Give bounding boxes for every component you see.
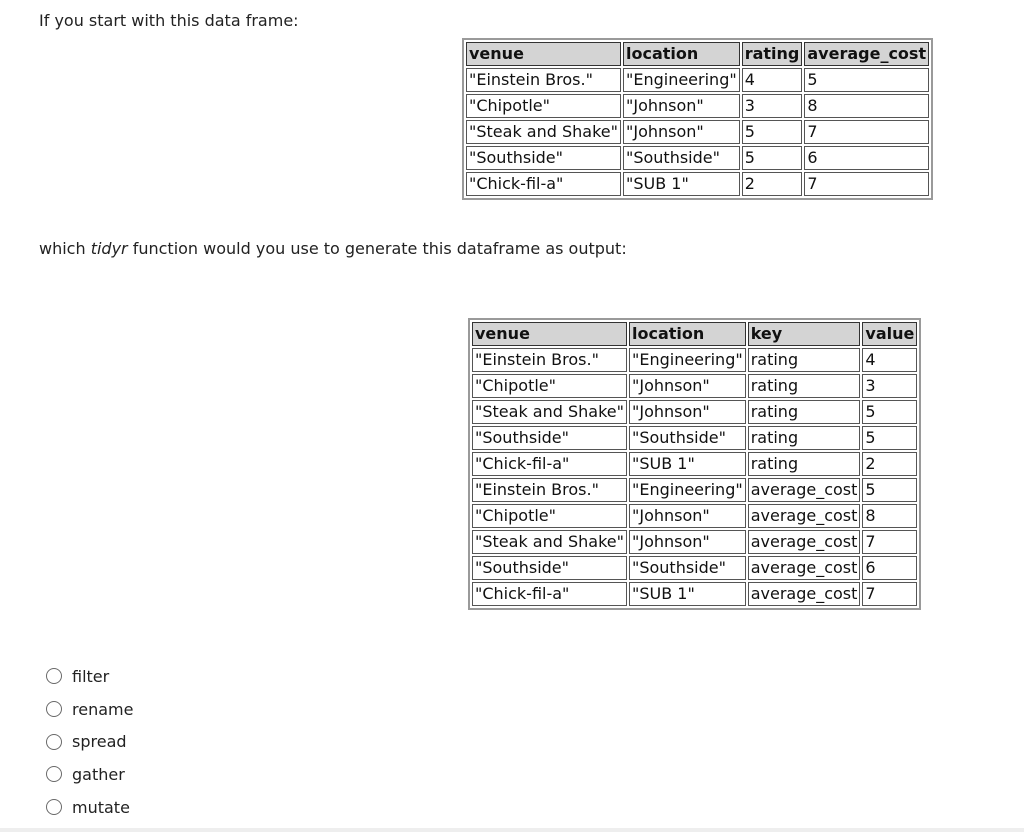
table-cell: "Engineering" [629, 348, 746, 372]
table-cell: 8 [804, 94, 929, 118]
table-cell: 6 [862, 556, 917, 580]
table-cell: "Chipotle" [466, 94, 621, 118]
table-cell: 5 [862, 478, 917, 502]
table-cell: "Einstein Bros." [472, 348, 627, 372]
table-row [472, 400, 917, 424]
table-cell: "Chick-fil-a" [466, 172, 621, 196]
table-cell: rating [748, 348, 861, 372]
table-row [466, 68, 929, 92]
option-label: mutate [72, 797, 130, 817]
table-row [466, 172, 929, 196]
table-cell: "Chick-fil-a" [472, 582, 627, 606]
prompt-text: which [39, 239, 91, 258]
question-prompt-main [39, 239, 627, 259]
table-cell: 7 [862, 530, 917, 554]
column-header: location [623, 42, 740, 66]
table-cell: "Southside" [629, 556, 746, 580]
table-cell: "Chipotle" [472, 374, 627, 398]
question-prompt-intro: If you start with this data frame: [39, 11, 299, 30]
column-header: key [748, 322, 861, 346]
table-cell: "SUB 1" [623, 172, 740, 196]
table-cell: "Johnson" [629, 400, 746, 424]
column-header: venue [472, 322, 627, 346]
table-row [472, 452, 917, 476]
table-cell: 5 [862, 400, 917, 424]
column-header: average_cost [804, 42, 929, 66]
answer-option-rename[interactable] [46, 693, 133, 726]
table-cell: "Southside" [629, 426, 746, 450]
radio-button[interactable] [46, 799, 62, 815]
table-cell: "Chipotle" [472, 504, 627, 528]
table-row [472, 530, 917, 554]
table-cell: rating [748, 374, 861, 398]
column-header: rating [742, 42, 803, 66]
table-row [466, 94, 929, 118]
option-label: gather [72, 764, 125, 784]
table-cell: "Southside" [472, 426, 627, 450]
table-cell: average_cost [748, 530, 861, 554]
table-cell: "Johnson" [623, 94, 740, 118]
table-cell: average_cost [748, 556, 861, 580]
table-row [466, 146, 929, 170]
table-row [472, 348, 917, 372]
answer-option-gather[interactable] [46, 758, 133, 791]
table-cell: "Southside" [466, 146, 621, 170]
table-cell: 7 [804, 120, 929, 144]
table-row [472, 582, 917, 606]
table-cell: average_cost [748, 582, 861, 606]
table-row [472, 504, 917, 528]
table-row [472, 478, 917, 502]
radio-button[interactable] [46, 701, 62, 717]
table-cell: "Chick-fil-a" [472, 452, 627, 476]
answer-option-mutate[interactable] [46, 791, 133, 824]
table-cell: "Steak and Shake" [472, 400, 627, 424]
table-cell: "Johnson" [629, 374, 746, 398]
table-cell: 8 [862, 504, 917, 528]
table-row [472, 374, 917, 398]
table-cell: 7 [862, 582, 917, 606]
table-cell: "Steak and Shake" [472, 530, 627, 554]
page-bottom-divider [0, 828, 1024, 832]
table-cell: "SUB 1" [629, 452, 746, 476]
answer-option-filter[interactable] [46, 660, 133, 693]
table-cell: rating [748, 400, 861, 424]
table-cell: 5 [804, 68, 929, 92]
table-cell: 7 [804, 172, 929, 196]
radio-button[interactable] [46, 766, 62, 782]
table-cell: 2 [862, 452, 917, 476]
table-cell: 4 [862, 348, 917, 372]
table-cell: "Steak and Shake" [466, 120, 621, 144]
table-cell: "Johnson" [629, 504, 746, 528]
table-cell: 3 [862, 374, 917, 398]
table-cell: 2 [742, 172, 803, 196]
input-data-frame-table [462, 38, 933, 200]
table-row [472, 556, 917, 580]
table-cell: 5 [862, 426, 917, 450]
table-cell: "Southside" [623, 146, 740, 170]
radio-button[interactable] [46, 668, 62, 684]
table-cell: "SUB 1" [629, 582, 746, 606]
table-cell: "Johnson" [623, 120, 740, 144]
table-cell: rating [748, 426, 861, 450]
radio-button[interactable] [46, 734, 62, 750]
table-cell: average_cost [748, 478, 861, 502]
answer-options-group [46, 660, 133, 823]
table-cell: 4 [742, 68, 803, 92]
answer-option-spread[interactable] [46, 725, 133, 758]
table-cell: rating [748, 452, 861, 476]
prompt-emphasis: tidyr [90, 239, 128, 258]
table-cell: "Einstein Bros." [472, 478, 627, 502]
prompt-text: function would you use to generate this dataframe as output: [127, 239, 627, 258]
table-cell: 5 [742, 120, 803, 144]
table-cell: average_cost [748, 504, 861, 528]
table-cell: 5 [742, 146, 803, 170]
option-label: filter [72, 666, 110, 686]
table-cell: "Einstein Bros." [466, 68, 621, 92]
table-header-row [466, 42, 929, 66]
option-label: spread [72, 732, 127, 752]
option-label: rename [72, 699, 134, 719]
table-cell: 6 [804, 146, 929, 170]
column-header: value [862, 322, 917, 346]
table-cell: "Johnson" [629, 530, 746, 554]
table-cell: 3 [742, 94, 803, 118]
table-cell: "Engineering" [629, 478, 746, 502]
column-header: venue [466, 42, 621, 66]
table-row [466, 120, 929, 144]
table-cell: "Southside" [472, 556, 627, 580]
table-header-row [472, 322, 917, 346]
table-row [472, 426, 917, 450]
output-data-frame-table [468, 318, 921, 610]
column-header: location [629, 322, 746, 346]
table-cell: "Engineering" [623, 68, 740, 92]
